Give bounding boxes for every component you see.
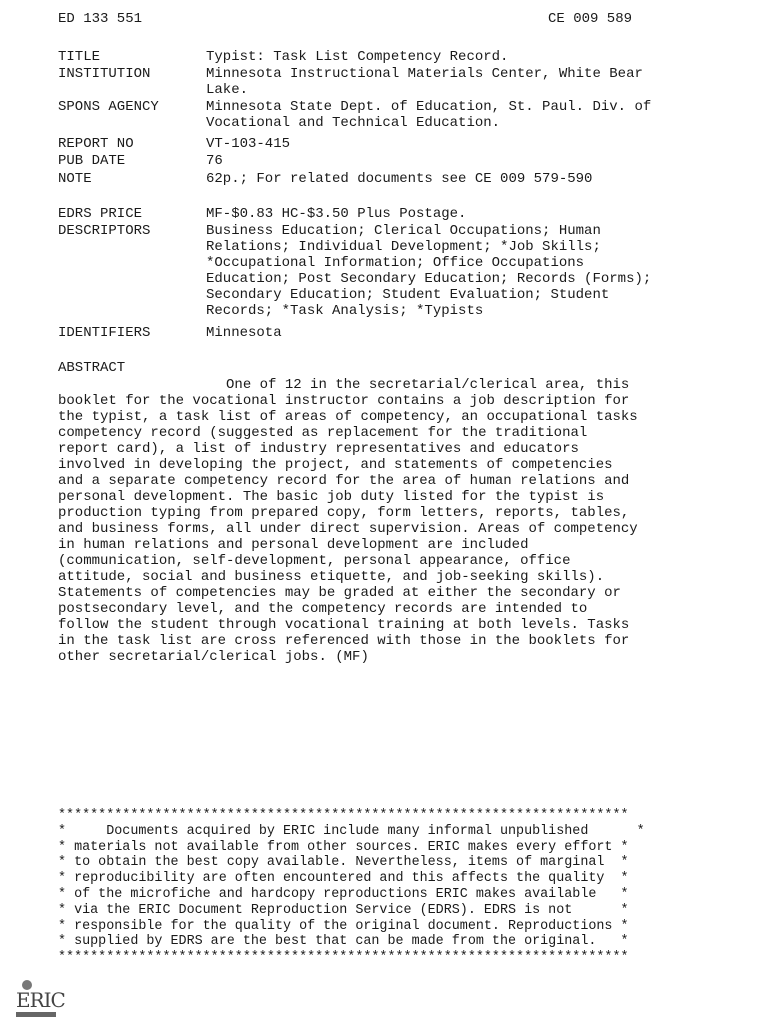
field-value: 76 xyxy=(206,153,223,169)
field-value: Minnesota xyxy=(206,325,282,341)
field-note xyxy=(58,171,738,187)
field-descriptors xyxy=(58,223,738,319)
field-institution xyxy=(58,66,738,98)
abstract-label: ABSTRACT xyxy=(58,360,126,376)
eric-logo xyxy=(10,980,65,1020)
field-pub-date xyxy=(58,153,738,169)
field-value: Minnesota State Dept. of Education, St. Paul. Div. of Vocational and Technical Education. xyxy=(206,99,652,131)
field-edrs-price xyxy=(58,206,738,222)
logo-bar xyxy=(16,1012,56,1017)
logo-text: ERIC xyxy=(16,988,65,1012)
field-label: SPONS AGENCY xyxy=(58,99,159,115)
field-label: NOTE xyxy=(58,171,92,187)
field-value: 62p.; For related documents see CE 009 579-590 xyxy=(206,171,593,187)
field-label: TITLE xyxy=(58,49,101,65)
field-title xyxy=(58,49,738,65)
field-label: IDENTIFIERS xyxy=(58,325,151,341)
field-spons-agency xyxy=(58,99,738,131)
field-value: MF-$0.83 HC-$3.50 Plus Postage. xyxy=(206,206,467,222)
field-value: Minnesota Instructional Materials Center, White Bear Lake. xyxy=(206,66,643,98)
field-label: REPORT NO xyxy=(58,136,134,152)
eric-notice-box: *********************************************************************** * Documents acquired by ERIC include many informal unpublished * * materials not available from other sources. ERIC makes every effort * * to obtain the best copy available. Nevertheless, items of marginal * * reproducibility are often encountered and this affects the quality * * of the microfiche and hardcopy reproductions ERIC makes available * * via the ERIC Document Reproduction Service (EDRS). EDRS is not * * responsible for the quality of the original document. Reproductions * * supplied by EDRS are the best that can be made from the original. * *********************************************************************** xyxy=(58,808,645,966)
field-label: INSTITUTION xyxy=(58,66,151,82)
field-report-no xyxy=(58,136,738,152)
ce-number: CE 009 589 xyxy=(548,11,633,27)
field-label: PUB DATE xyxy=(58,153,126,169)
ed-number: ED 133 551 xyxy=(58,11,143,27)
field-value: Business Education; Clerical Occupations; Human Relations; Individual Development; *Job Skills; *Occupational Information; Office Occupations Education; Post Secondary Education; Records (Forms); Secondary Education; Student Evaluation; Student Records; *Task Analysis; *Typists xyxy=(206,223,652,319)
field-value: VT-103-415 xyxy=(206,136,291,152)
field-label: DESCRIPTORS xyxy=(58,223,151,239)
field-label: EDRS PRICE xyxy=(58,206,143,222)
field-identifiers xyxy=(58,325,738,341)
abstract-text: One of 12 in the secretarial/clerical area, this booklet for the vocational instructor contains a job description for the typist, a task list of areas of competency, an occupational tasks competency record (suggested as replacement for the traditional report card), a list of industry representatives and educators involved in developing the project, and statements of competencies and a separate competency record for the area of human relations and personal development. The basic job duty listed for the typist is production typing from prepared copy, form letters, reports, tables, and business forms, all under direct supervision. Areas of competency in human relations and personal development are included (communication, self-development, personal appearance, office attitude, social and business etiquette, and job-seeking skills). Statements of competencies may be graded at either the secondary or postsecondary level, and the competency records are intended to follow the student through vocational training at both levels. Tasks in the task list are cross referenced with those in the booklets for other secretarial/clerical jobs. (MF) xyxy=(58,377,638,665)
field-value: Typist: Task List Competency Record. xyxy=(206,49,509,65)
